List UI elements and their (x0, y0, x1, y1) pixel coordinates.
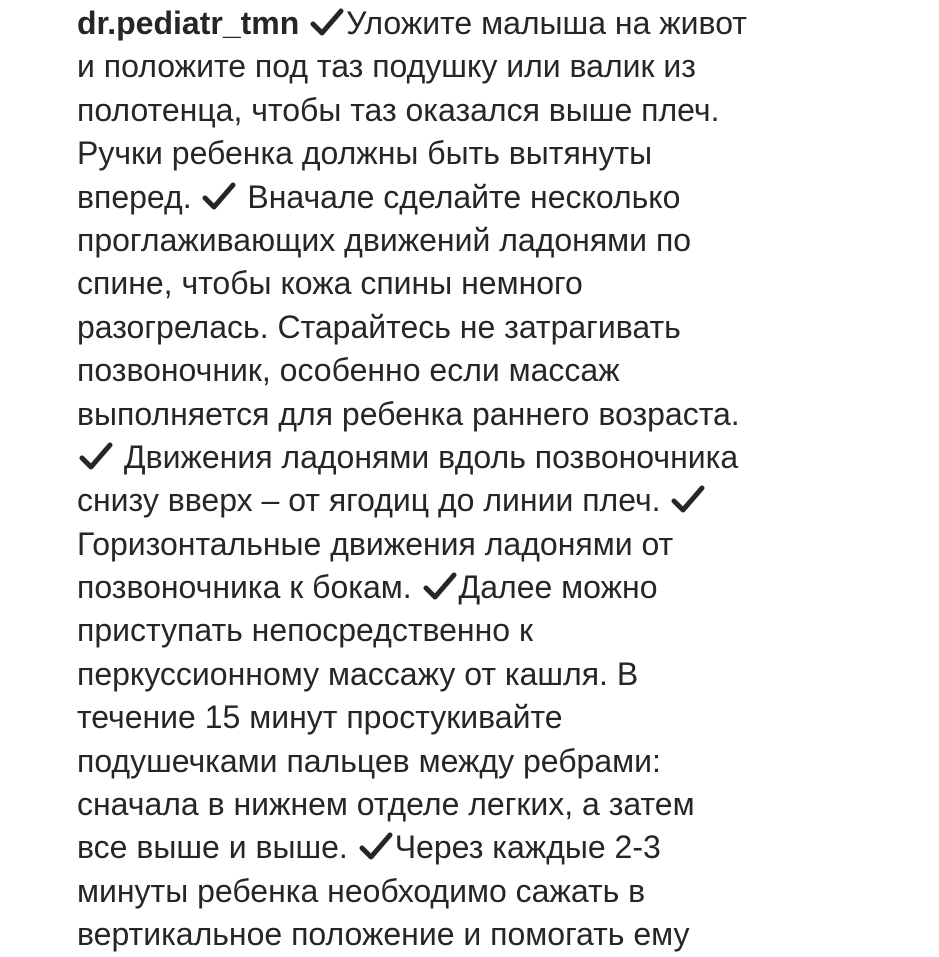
caption-text: Через каждые 2-3 (394, 829, 661, 866)
caption-line (77, 696, 917, 739)
caption-text: Ручки ребенка должны быть вытянуты (77, 135, 653, 172)
check-mark-icon (202, 182, 236, 212)
check-mark-icon (671, 485, 705, 515)
caption-text: Уложите малыша на живот (346, 5, 747, 41)
caption-line (77, 176, 917, 219)
post-caption (77, 2, 917, 957)
caption-line (77, 826, 917, 869)
caption-line (77, 306, 917, 349)
caption-line (77, 89, 917, 132)
caption-line (77, 219, 917, 262)
caption-line (77, 566, 917, 609)
caption-text: Движения ладонями вдоль позвоночника (123, 438, 739, 475)
check-mark-icon (423, 572, 457, 602)
check-mark-icon (310, 8, 344, 38)
caption-line (77, 132, 917, 175)
caption-line (77, 45, 917, 88)
caption-line (77, 393, 917, 436)
caption-text: подушечками пальцев между ребрами: (77, 742, 661, 779)
caption-text: проглаживающих движений ладонями по (77, 221, 692, 258)
caption-line (77, 479, 917, 522)
caption-line (77, 913, 917, 956)
caption-text: вперед. (77, 178, 192, 215)
caption-text: приступать непосредственно к (77, 612, 533, 649)
caption-line (77, 783, 917, 826)
caption-line (77, 262, 917, 305)
caption-text: вертикальное положение и помогать ему (77, 916, 690, 953)
caption-text: выполняется для ребенка раннего возраста. (77, 395, 740, 432)
caption-text: полотенца, чтобы таз оказался выше плеч. (77, 91, 720, 128)
caption-text: Горизонтальные движения ладонями от (77, 525, 674, 562)
caption-text: позвоночника к бокам. (77, 569, 412, 606)
caption-text: Вначале сделайте несколько (247, 178, 681, 215)
caption-line (77, 609, 917, 652)
username-link[interactable]: dr.pediatr_tmn (77, 5, 300, 41)
check-mark-icon (79, 442, 113, 472)
caption-line (77, 436, 917, 479)
caption-text: позвоночник, особенно если массаж (77, 352, 620, 389)
caption-line (77, 349, 917, 392)
caption-text: минуты ребенка необходимо сажать в (77, 872, 646, 909)
caption-line (77, 523, 917, 566)
caption-text: Далее можно (458, 569, 658, 606)
caption-line (77, 653, 917, 696)
caption-line (77, 740, 917, 783)
caption-text: снизу вверх – от ягодиц до линии плеч. (77, 482, 661, 519)
caption-line (77, 2, 917, 45)
caption-text: течение 15 минут простукивайте (77, 699, 563, 736)
caption-line (77, 870, 917, 913)
caption-text: разогрелась. Старайтесь не затрагивать (77, 308, 681, 345)
caption-text: и положите под таз подушку или валик из (77, 48, 696, 85)
caption-text: спине, чтобы кожа спины немного (77, 265, 583, 302)
caption-text: все выше и выше. (77, 829, 348, 866)
caption-text: перкуссионному массажу от кашля. В (77, 655, 639, 692)
caption-text: сначала в нижнем отделе легких, а затем (77, 786, 695, 823)
check-mark-icon (359, 832, 393, 862)
